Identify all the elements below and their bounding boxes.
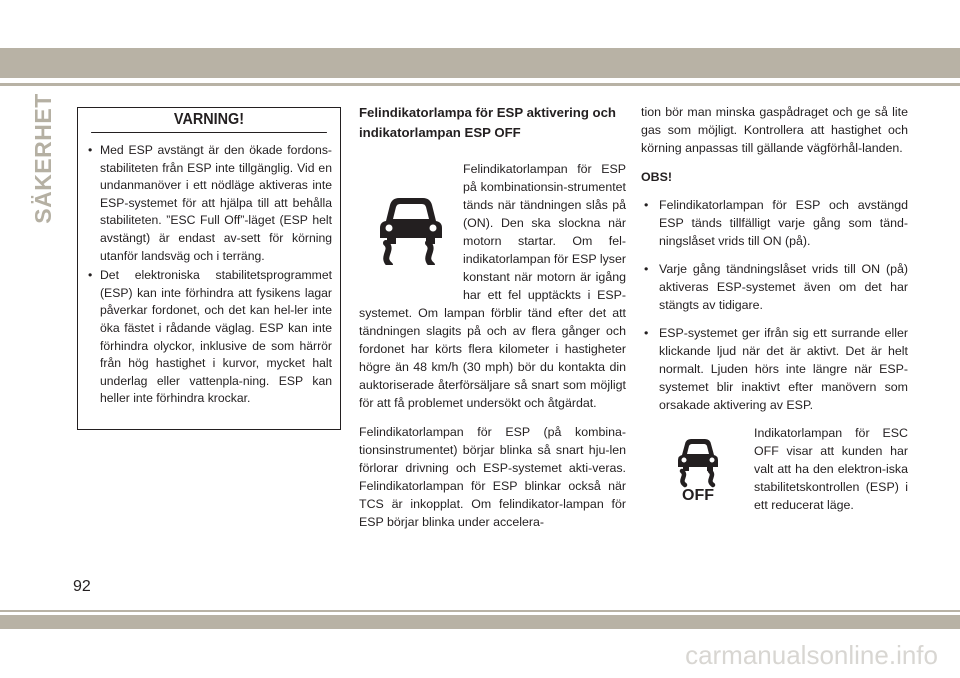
obs-list (641, 196, 908, 414)
column-3 (641, 103, 908, 525)
heading-line-1: Felindikatorlampa för ESP aktivering och (359, 105, 616, 120)
esp-skid-car-icon (359, 160, 463, 288)
esp-off-paragraph: Indikatorlampan för ESC OFF visar att kunden har valt att ha den elektron-iska stabilitetskontrollen (ESP) i ett reducerat läge. (754, 426, 908, 512)
obs-label: OBS! (641, 170, 672, 184)
section-heading (359, 103, 626, 143)
header-band (0, 48, 960, 78)
warning-item: • Det elektroniska stabilitetsprogrammet (ESP) kan inte förhindra att fysikens lagar påverkar fordonet, och det kan hel-ler inte öka fästet i rådande väglag. ESP kan inte förhindra olyckor, inklusive de som härrör från hög hastighet i kurvor, mycket halt underlag eller vattenpla-ning. ESP kan heller inte förhindra krockar. (88, 267, 332, 408)
top-margin (0, 0, 960, 48)
continuation-paragraph: tion bör man minska gaspådraget och ge så lite gas som möjligt. Kontrollera att hastighet och körning anpassas till gällande vägförhål-landen. (641, 105, 908, 155)
section-label (22, 92, 64, 224)
warning-list (78, 133, 340, 408)
footer-rule (0, 610, 960, 612)
section-label-text: SÄKERHET (29, 92, 56, 224)
obs-item: • Varje gång tändningslåset vrids till ON (på) aktiveras ESP-systemet även om det har stängts av tidigare. (641, 260, 908, 314)
esp-off-icon (641, 424, 754, 510)
obs-item: • Felindikatorlampan för ESP och avstängd ESP tänds tillfälligt varje gång som tänd-ningslåset vrids till ON (på). (641, 196, 908, 250)
obs-item: • ESP-systemet ger ifrån sig ett surrande eller klickande ljud när det är aktivt. Det är helt normalt. Ljuden hörs inte längre när ESP-systemet blir inaktivt efter manövern som orsakade aktivering av ESP. (641, 324, 908, 414)
esp-off-icon-text: OFF (681, 487, 714, 501)
column-2 (359, 103, 626, 542)
warning-box (77, 107, 341, 430)
header-rule (0, 83, 960, 86)
warning-item: • Med ESP avstängt är den ökade fordons-stabiliteten från ESP inte tillgänglig. Vid en undanmanöver i ett nödläge aktiveras inte ESP-systemet för att hjälpa till att behålla stabiliteten. ”ESC Full Off”-läget (ESP helt avstängt) är endast av-sett för körning utanför landsväg och i terräng. (88, 142, 332, 265)
warning-title: VARNING! (91, 108, 327, 133)
page-number: 92 (73, 578, 91, 595)
watermark: carmanualsonline.info (685, 640, 938, 670)
heading-line-2: indikatorlampan ESP OFF (359, 125, 521, 140)
footer-band (0, 615, 960, 629)
esp-paragraph-1: Felindikatorlampan för ESP på kombinationsin-strumentet tänds när tändningen slås på (ON). Den ska slockna när motorn startar. Om fel-indikatorlampan för ESP lyser konstant när motorn är igång har ett fel upptäckts i ESP-systemet. Om lampan förblir tänd efter det att tändningen slagits på och av flera gånger och fordonet har körts flera kilometer i hastigheter högre än 48 km/h (30 mph) bör du kontakta din auktoriserade återförsäljare så snart som möjligt för att få problemet undersökt och åtgärdat. (359, 162, 626, 410)
esp-paragraph-2: Felindikatorlampan för ESP (på kombina-tionsinstrumentet) börjar blinka så snart hju-len förlorar drivning och ESP-systemet akti-veras. Felindikatorlampan för ESP blinkar också när TCS är inkopplat. Om felindikator-lampan för ESP börjar blinka under accelera- (359, 425, 626, 529)
